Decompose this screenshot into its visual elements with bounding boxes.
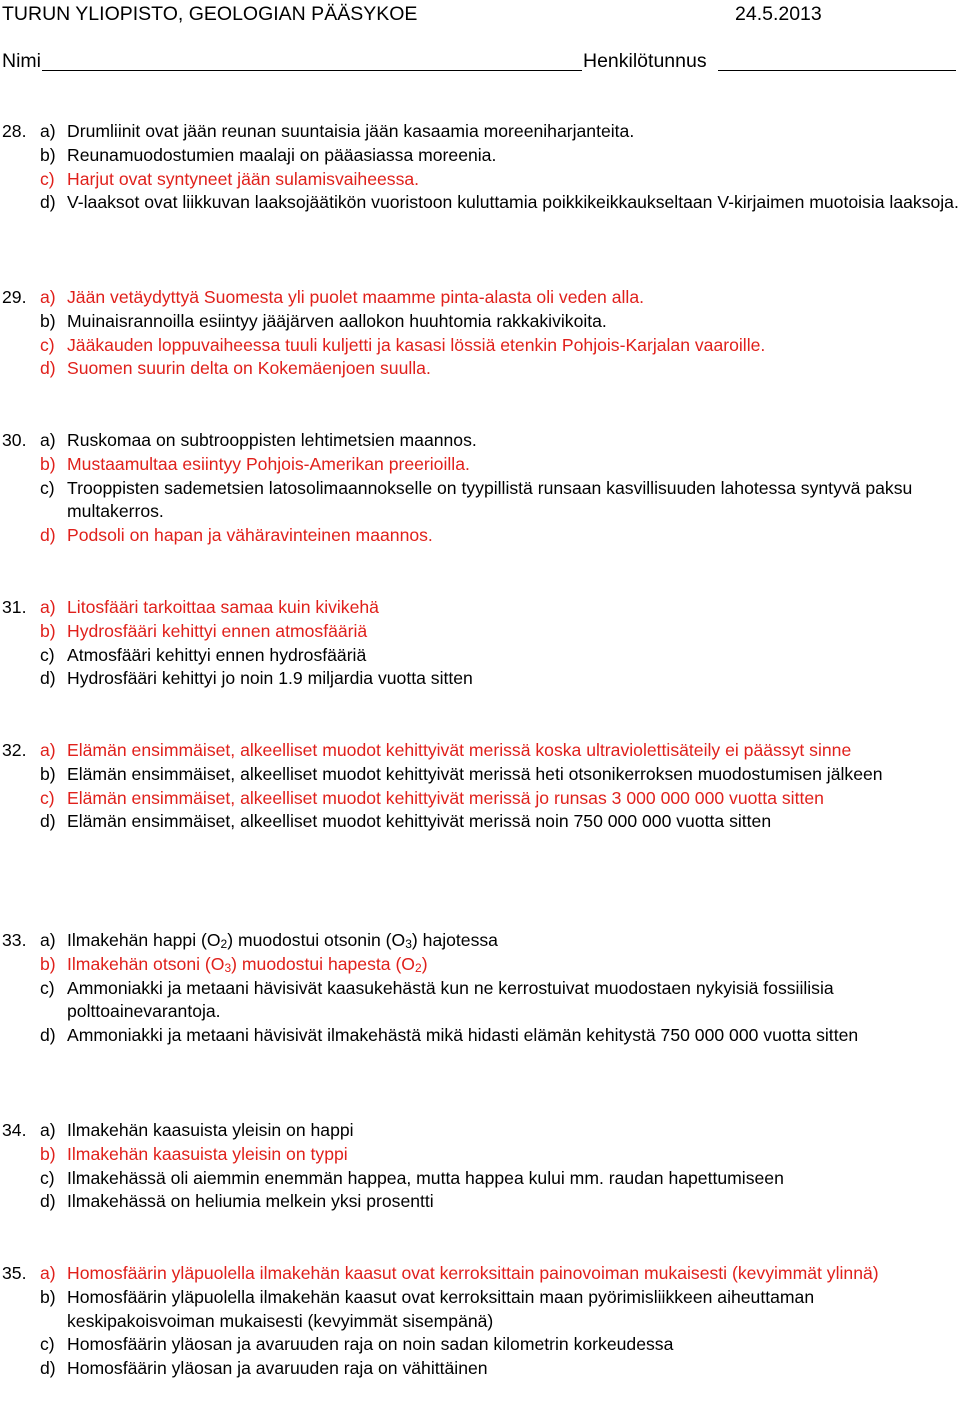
option-text: Jääkauden loppuvaiheessa tuuli kuljetti ja kasasi lössiä etenkin Pohjois-Karjalan vaaroille. xyxy=(67,334,766,355)
name-row xyxy=(2,50,957,74)
option-letter: c) xyxy=(40,1334,55,1355)
question-35 xyxy=(0,1262,960,1381)
id-label: Henkilötunnus xyxy=(583,50,707,72)
option-letter: b) xyxy=(40,1143,56,1164)
name-field[interactable] xyxy=(42,70,582,71)
option-letter: c) xyxy=(40,787,55,808)
option-text: Ilmakehässä oli aiemmin enemmän happea, mutta happea kului mm. raudan hapettumiseen xyxy=(67,1167,784,1188)
option-a xyxy=(0,1262,960,1286)
option-letter: b) xyxy=(40,144,56,165)
option-letter: c) xyxy=(40,168,55,189)
question-34 xyxy=(0,1119,960,1214)
option-b xyxy=(0,144,960,168)
text-part: Ilmakehän otsoni (O xyxy=(67,953,225,974)
option-text: Reunamuodostumien maalaji on pääasiassa moreenia. xyxy=(67,144,497,165)
option-letter: a) xyxy=(40,121,56,141)
option-letter: b) xyxy=(40,620,56,641)
option-b xyxy=(0,763,960,787)
option-text: Homosfäärin yläpuolella ilmakehän kaasut ovat kerroksittain maan pyörimisliikkeen aiheuttaman keskipakoisvoiman mukaisesti (kevyimmät sisempänä) xyxy=(67,1286,815,1331)
text-part: Ilmakehän happi (O xyxy=(67,930,221,950)
option-d xyxy=(0,810,960,834)
option-letter: a) xyxy=(40,597,56,617)
question-number: 35. xyxy=(2,1263,27,1283)
question-number: 28. xyxy=(2,121,27,141)
option-letter: b) xyxy=(40,310,56,331)
option-letter: c) xyxy=(40,477,55,498)
option-text: Ammoniakki ja metaani hävisivät ilmakehästä mikä hidasti elämän kehitystä 750 000 000 vuotta sitten xyxy=(67,1025,859,1046)
option-letter: c) xyxy=(40,644,55,665)
option-text: Ilmakehän kaasuista yleisin on happi xyxy=(67,1120,354,1140)
option-c xyxy=(0,168,960,192)
option-d xyxy=(0,357,960,381)
option-text xyxy=(67,954,428,974)
question-number: 31. xyxy=(2,597,27,617)
option-c xyxy=(0,1167,960,1191)
question-number: 33. xyxy=(2,930,27,950)
option-text: Harjut ovat syntyneet jään sulamisvaiheessa. xyxy=(67,168,420,189)
option-a xyxy=(0,286,960,310)
text-part: ) xyxy=(421,953,428,974)
option-letter: a) xyxy=(40,287,56,307)
option-text: Elämän ensimmäiset, alkeelliset muodot kehittyivät merissä koska ultraviolettisäteily ei päässyt sinne xyxy=(67,740,852,760)
option-letter: d) xyxy=(40,525,56,546)
option-a xyxy=(0,596,960,620)
option-text: Homosfäärin yläpuolella ilmakehän kaasut ovat kerroksittain painovoiman mukaisesti (kevyimmät ylinnä) xyxy=(67,1263,879,1283)
question-number: 30. xyxy=(2,430,27,450)
option-c xyxy=(0,1333,960,1357)
subscript: 3 xyxy=(405,937,412,951)
option-text: Suomen suurin delta on Kokemäenjoen suulla. xyxy=(67,358,431,379)
question-30 xyxy=(0,429,960,548)
option-d xyxy=(0,1190,960,1214)
question-32 xyxy=(0,739,960,834)
option-c xyxy=(0,334,960,358)
option-text: Homosfäärin yläosan ja avaruuden raja on noin sadan kilometrin korkeudessa xyxy=(67,1334,674,1355)
option-letter: d) xyxy=(40,358,56,379)
option-d xyxy=(0,667,960,691)
option-a xyxy=(0,120,960,144)
option-d xyxy=(0,191,960,215)
option-b xyxy=(0,953,960,977)
option-letter: d) xyxy=(40,811,56,832)
question-number: 34. xyxy=(2,1120,27,1140)
question-number: 29. xyxy=(2,287,27,307)
option-letter: d) xyxy=(40,192,56,213)
option-text: Jään vetäydyttyä Suomesta yli puolet maamme pinta-alasta oli veden alla. xyxy=(67,287,644,307)
option-c xyxy=(0,977,960,1025)
option-letter: c) xyxy=(40,334,55,355)
option-a xyxy=(0,429,960,453)
option-text: Elämän ensimmäiset, alkeelliset muodot kehittyivät merissä jo runsas 3 000 000 000 vuotta sitten xyxy=(67,787,824,808)
question-29 xyxy=(0,286,960,381)
subscript: 3 xyxy=(224,960,232,975)
question-number: 32. xyxy=(2,740,27,760)
option-c xyxy=(0,477,960,525)
option-a xyxy=(0,929,960,953)
option-text: Ammoniakki ja metaani hävisivät kaasukehästä kun ne kerrostuivat muodostaen nykyisiä fossiilisia polttoainevarantoja. xyxy=(67,977,834,1022)
option-a xyxy=(0,739,960,763)
option-letter: c) xyxy=(40,977,55,998)
option-text: Homosfäärin yläosan ja avaruuden raja on vähittäinen xyxy=(67,1358,488,1379)
exam-title: TURUN YLIOPISTO, GEOLOGIAN PÄÄSYKOE xyxy=(2,3,418,25)
option-text: Ilmakehässä on heliumia melkein yksi prosentti xyxy=(67,1191,434,1212)
option-text xyxy=(67,930,498,950)
option-text: V-laaksot ovat liikkuvan laaksojäätikön vuoristoon kuluttamia poikkikeikkaukseltaan V-kirjaimen muotoisia laaksoja. xyxy=(67,192,959,213)
option-letter: d) xyxy=(40,1191,56,1212)
name-label: Nimi xyxy=(2,50,41,72)
option-text: Hydrosfääri kehittyi jo noin 1.9 miljardia vuotta sitten xyxy=(67,668,473,689)
option-letter: b) xyxy=(40,953,56,974)
option-text: Ruskomaa on subtrooppisten lehtimetsien maannos. xyxy=(67,430,477,450)
option-d xyxy=(0,1357,960,1381)
option-b xyxy=(0,1286,960,1334)
option-letter: a) xyxy=(40,1263,56,1283)
id-field[interactable] xyxy=(718,70,956,71)
option-letter: b) xyxy=(40,453,56,474)
option-text: Podsoli on hapan ja vähäravinteinen maannos. xyxy=(67,525,433,546)
option-letter: a) xyxy=(40,1120,56,1140)
option-text: Muinaisrannoilla esiintyy jääjärven aallokon huuhtomia rakkakivikoita. xyxy=(67,310,607,331)
option-b xyxy=(0,620,960,644)
option-letter: a) xyxy=(40,430,56,450)
option-text: Atmosfääri kehittyi ennen hydrosfääriä xyxy=(67,644,367,665)
option-text: Elämän ensimmäiset, alkeelliset muodot kehittyivät merissä heti otsonikerroksen muodostumisen jälkeen xyxy=(67,763,883,784)
option-letter: d) xyxy=(40,1358,56,1379)
option-text: Elämän ensimmäiset, alkeelliset muodot kehittyivät merissä noin 750 000 000 vuotta sitten xyxy=(67,811,772,832)
option-text: Litosfääri tarkoittaa samaa kuin kivikehä xyxy=(67,597,379,617)
question-33 xyxy=(0,929,960,1048)
option-a xyxy=(0,1119,960,1143)
option-d xyxy=(0,524,960,548)
text-part: ) muodostui otsonin (O xyxy=(227,930,406,950)
option-c xyxy=(0,644,960,668)
option-text: Mustaamultaa esiintyy Pohjois-Amerikan preerioilla. xyxy=(67,453,470,474)
option-text: Trooppisten sademetsien latosolimaannokselle on tyypillistä runsaan kasvillisuuden lahotessa syntyvä paksu multakerros. xyxy=(67,477,913,522)
text-part: ) hajotessa xyxy=(411,930,498,950)
text-part: ) muodostui hapesta (O xyxy=(231,953,415,974)
option-letter: a) xyxy=(40,930,56,950)
question-28 xyxy=(0,120,960,215)
option-letter: c) xyxy=(40,1167,55,1188)
option-text: Drumliinit ovat jään reunan suuntaisia jään kasaamia moreeniharjanteita. xyxy=(67,121,635,141)
option-text: Hydrosfääri kehittyi ennen atmosfääriä xyxy=(67,620,368,641)
option-letter: d) xyxy=(40,1025,56,1046)
option-letter: a) xyxy=(40,740,56,760)
option-letter: b) xyxy=(40,1286,56,1307)
subscript: 2 xyxy=(415,960,422,975)
option-b xyxy=(0,453,960,477)
exam-date: 24.5.2013 xyxy=(735,3,822,25)
option-d xyxy=(0,1024,960,1048)
option-letter: d) xyxy=(40,668,56,689)
question-31 xyxy=(0,596,960,691)
option-c xyxy=(0,787,960,811)
option-b xyxy=(0,310,960,334)
option-b xyxy=(0,1143,960,1167)
subscript: 2 xyxy=(220,937,228,951)
option-letter: b) xyxy=(40,763,56,784)
option-text: Ilmakehän kaasuista yleisin on typpi xyxy=(67,1143,348,1164)
